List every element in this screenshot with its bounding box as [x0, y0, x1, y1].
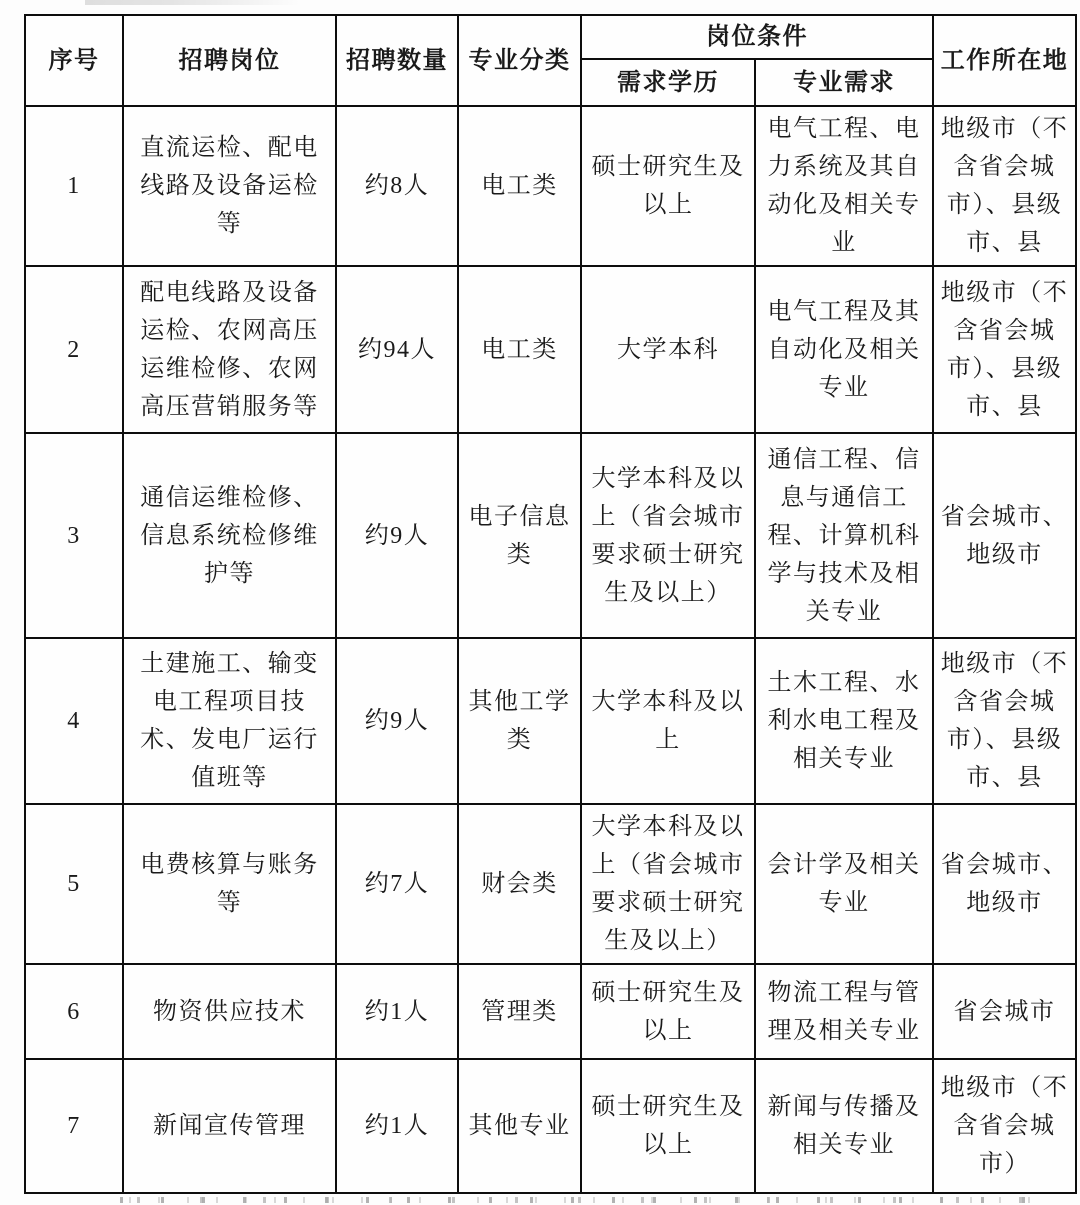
cell-education: 大学本科: [581, 266, 755, 433]
cell-education: 硕士研究生及以上: [581, 964, 755, 1059]
cell-count: 约94人: [336, 266, 458, 433]
cell-serial: 3: [25, 433, 123, 638]
cell-serial: 5: [25, 804, 123, 964]
cell-education: 大学本科及以上（省会城市要求硕士研究生及以上）: [581, 433, 755, 638]
cell-major: 电气工程、电力系统及其自动化及相关专业: [755, 106, 933, 266]
cell-serial: 6: [25, 964, 123, 1059]
cell-category: 电子信息类: [458, 433, 581, 638]
cell-count: 约9人: [336, 433, 458, 638]
cell-major: 会计学及相关专业: [755, 804, 933, 964]
header-row-top: [25, 15, 1076, 59]
cell-category: 电工类: [458, 106, 581, 266]
cell-location: 地级市（不含省会城市）、县级市、县: [933, 266, 1076, 433]
header-count: 招聘数量: [336, 15, 458, 106]
cell-count: 约8人: [336, 106, 458, 266]
cell-education: 大学本科及以上（省会城市要求硕士研究生及以上）: [581, 804, 755, 964]
cell-major: 电气工程及其自动化及相关专业: [755, 266, 933, 433]
header-education: 需求学历: [581, 59, 755, 106]
cell-major: 通信工程、信息与通信工程、计算机科学与技术及相关专业: [755, 433, 933, 638]
cell-major: 新闻与传播及相关专业: [755, 1059, 933, 1193]
cell-serial: 1: [25, 106, 123, 266]
cell-category: 其他工学类: [458, 638, 581, 804]
cell-education: 硕士研究生及以上: [581, 106, 755, 266]
cell-location: 省会城市、地级市: [933, 804, 1076, 964]
header-location: 工作所在地: [933, 15, 1076, 106]
cell-count: 约1人: [336, 964, 458, 1059]
cell-category: 电工类: [458, 266, 581, 433]
cell-count: 约9人: [336, 638, 458, 804]
cell-location: 地级市（不含省会城市）: [933, 1059, 1076, 1193]
cell-location: 地级市（不含省会城市）、县级市、县: [933, 106, 1076, 266]
table-row: [25, 433, 1076, 638]
cell-count: 约1人: [336, 1059, 458, 1193]
cell-position: 配电线路及设备运检、农网高压运维检修、农网高压营销服务等: [123, 266, 336, 433]
cell-position: 新闻宣传管理: [123, 1059, 336, 1193]
table-row: [25, 106, 1076, 266]
header-serial: 序号: [25, 15, 123, 106]
cell-location: 省会城市: [933, 964, 1076, 1059]
cell-location: 地级市（不含省会城市）、县级市、县: [933, 638, 1076, 804]
cell-category: 其他专业: [458, 1059, 581, 1193]
cell-category: 财会类: [458, 804, 581, 964]
cell-education: 硕士研究生及以上: [581, 1059, 755, 1193]
header-position: 招聘岗位: [123, 15, 336, 106]
recruitment-table: [24, 14, 1077, 1194]
cell-position: 土建施工、输变电工程项目技术、发电厂运行值班等: [123, 638, 336, 804]
table-header: [25, 15, 1076, 106]
table-row: [25, 1059, 1076, 1193]
cell-major: 土木工程、水利水电工程及相关专业: [755, 638, 933, 804]
cell-position: 电费核算与账务等: [123, 804, 336, 964]
table-body: [25, 106, 1076, 1193]
cell-serial: 7: [25, 1059, 123, 1193]
table-row: [25, 804, 1076, 964]
cell-position: 通信运维检修、信息系统检修维护等: [123, 433, 336, 638]
table-row: [25, 964, 1076, 1059]
cell-serial: 4: [25, 638, 123, 804]
header-major: 专业需求: [755, 59, 933, 106]
table-row: [25, 638, 1076, 804]
clipped-text-remnant-top: [85, 0, 300, 5]
cell-category: 管理类: [458, 964, 581, 1059]
table-row: [25, 266, 1076, 433]
clipped-text-remnant-bottom: [120, 1197, 1050, 1203]
cell-serial: 2: [25, 266, 123, 433]
cell-major: 物流工程与管理及相关专业: [755, 964, 933, 1059]
cell-location: 省会城市、地级市: [933, 433, 1076, 638]
cell-count: 约7人: [336, 804, 458, 964]
cell-position: 物资供应技术: [123, 964, 336, 1059]
cell-education: 大学本科及以上: [581, 638, 755, 804]
header-conditions-group: 岗位条件: [581, 15, 933, 59]
header-category: 专业分类: [458, 15, 581, 106]
cell-position: 直流运检、配电线路及设备运检等: [123, 106, 336, 266]
